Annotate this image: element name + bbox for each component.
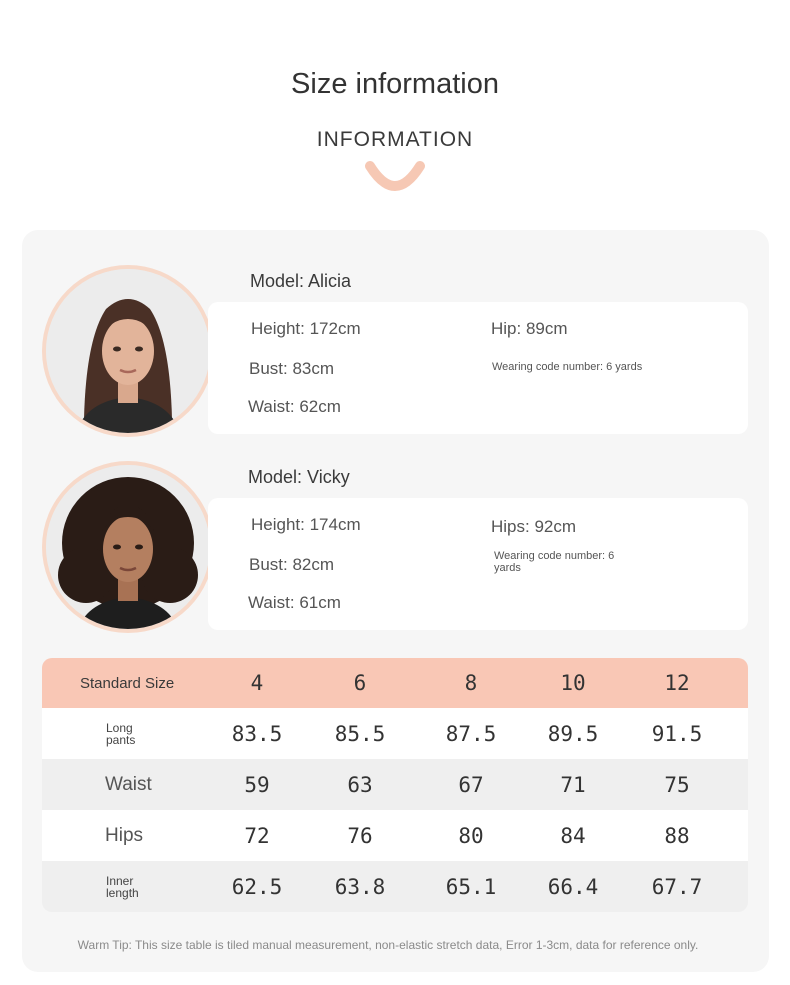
model-waist: Waist: 61cm	[248, 593, 341, 612]
row-label: Waist	[105, 773, 152, 795]
model-bust: Bust: 82cm	[249, 555, 335, 574]
warm-tip: Warm Tip: This size table is tiled manual measurement, non-elastic stretch data, Error 1-3cm, data for reference only.	[77, 938, 699, 952]
row-label-line-2: pants	[106, 732, 136, 747]
table-cell: 67	[458, 772, 484, 797]
table-cell: 75	[664, 772, 690, 797]
table-cell: 63	[347, 772, 373, 797]
table-cell: 66.4	[547, 874, 599, 899]
table-cell: 65.1	[445, 874, 497, 899]
row-label	[42, 875, 210, 899]
wearing-line-1: Wearing code number: 6	[494, 550, 615, 562]
size-table-header	[42, 658, 748, 708]
model-bust: Bust: 83cm	[249, 359, 335, 378]
table-row	[42, 708, 748, 759]
table-cell: 85.5	[334, 721, 386, 746]
row-label-line-2: length	[106, 885, 139, 900]
table-cell: 71	[560, 772, 586, 797]
wearing-line-2: yards	[494, 562, 521, 574]
row-label	[42, 722, 210, 746]
table-row	[42, 861, 748, 912]
model-info-card-alicia	[208, 302, 748, 434]
table-cell: 59	[244, 772, 270, 797]
table-cell: 80	[458, 823, 484, 848]
table-cell: 83.5	[231, 721, 283, 746]
table-cell: 72	[244, 823, 270, 848]
page-title: Size information	[291, 68, 499, 100]
model-avatar-alicia	[42, 265, 214, 437]
size-col-header: 12	[664, 671, 690, 695]
table-cell: 63.8	[334, 874, 386, 899]
size-header-label: Standard Size	[80, 674, 175, 692]
table-cell: 67.7	[651, 874, 703, 899]
model-hip: Hip: 89cm	[491, 319, 568, 338]
size-col-header: 4	[250, 671, 264, 695]
table-cell: 91.5	[651, 721, 703, 746]
size-table	[42, 658, 748, 912]
model-avatar-vicky	[42, 461, 214, 633]
row-label-line-1: Long	[106, 720, 133, 735]
table-cell: 88	[664, 823, 690, 848]
row-label-line-1: Inner	[106, 873, 134, 888]
smile-decoration-icon	[364, 160, 426, 194]
table-cell: 84	[560, 823, 586, 848]
model-wearing-size	[494, 550, 614, 574]
table-cell: 89.5	[547, 721, 599, 746]
model-waist: Waist: 62cm	[248, 397, 341, 416]
portrait-vicky-icon	[46, 465, 210, 629]
page-subtitle: INFORMATION	[316, 128, 474, 151]
model-wearing-size: Wearing code number: 6 yards	[492, 361, 643, 373]
model-info-card-vicky	[208, 498, 748, 630]
table-cell: 76	[347, 823, 373, 848]
model-name-alicia: Model: Alicia	[250, 271, 352, 291]
table-cell: 87.5	[445, 721, 497, 746]
size-col-header: 8	[464, 671, 478, 695]
table-row	[42, 810, 748, 861]
row-label: Hips	[105, 824, 144, 846]
model-height: Height: 174cm	[251, 515, 361, 534]
size-col-header: 10	[560, 671, 586, 695]
model-height: Height: 172cm	[251, 319, 361, 338]
model-name-vicky: Model: Vicky	[248, 467, 350, 487]
size-col-header: 6	[353, 671, 367, 695]
table-cell: 62.5	[231, 874, 283, 899]
model-hip: Hips: 92cm	[491, 517, 577, 536]
portrait-alicia-icon	[46, 269, 210, 433]
table-row	[42, 759, 748, 810]
